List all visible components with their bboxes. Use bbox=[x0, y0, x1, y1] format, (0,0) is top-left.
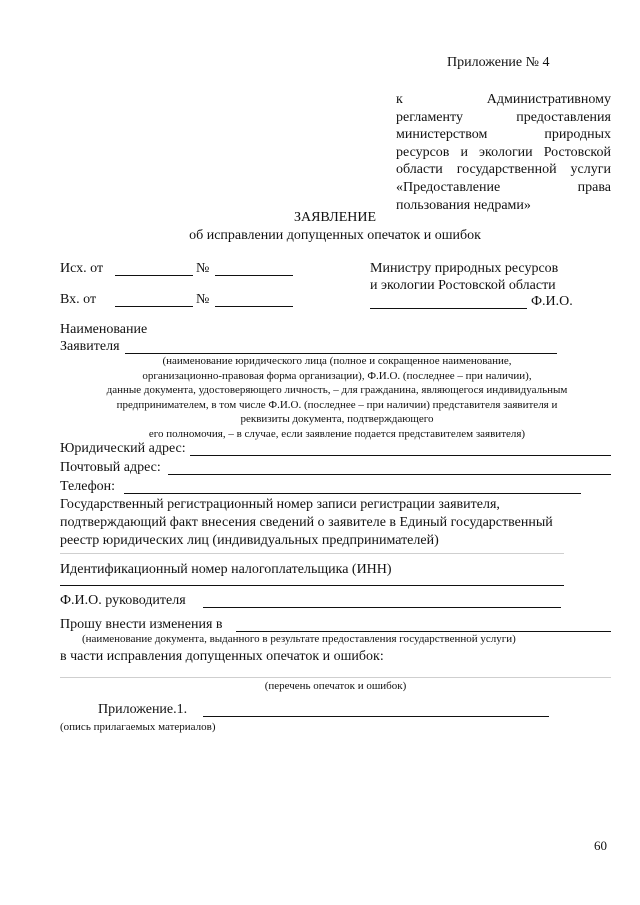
addressee-line: Министру природных ресурсов bbox=[370, 261, 559, 276]
legal-address-line bbox=[190, 455, 611, 456]
appendix-ref-line: к Административному bbox=[396, 92, 611, 107]
applicant-hint-line: предпринимателем, в том числе Ф.И.О. (последнее – при наличии) представителя заявителя и bbox=[116, 398, 558, 411]
request-document-line bbox=[236, 631, 611, 632]
attachment-label: Приложение.1. bbox=[98, 702, 188, 717]
request-label: Прошу внести изменения в bbox=[60, 617, 223, 632]
phone-line bbox=[124, 493, 581, 494]
applicant-label: Наименование bbox=[60, 322, 148, 337]
applicant-hint-line: организационно-правовая форма организации), Ф.И.О. (последнее – при наличии), bbox=[142, 369, 532, 382]
appendix-ref-line: пользования недрами» bbox=[396, 197, 531, 213]
incoming-label: Вх. от bbox=[60, 292, 97, 307]
postal-address-label: Почтовый адрес: bbox=[60, 460, 161, 475]
registry-line: Государственный регистрационный номер записи регистрации заявителя, bbox=[60, 497, 500, 512]
errors-list-hint: (перечень опечаток и ошибок) bbox=[264, 680, 407, 692]
attachment-line bbox=[203, 716, 549, 717]
applicant-hint-line: реквизиты документа, подтверждающего bbox=[240, 413, 434, 426]
registry-line: реестр юридических лиц (индивидуальных предпринимателей) bbox=[60, 533, 439, 548]
addressee-line: и экологии Ростовской области bbox=[370, 278, 556, 293]
applicant-hint bbox=[40, 354, 634, 442]
legal-address-label: Юридический адрес: bbox=[60, 441, 186, 456]
attachment-hint: (опись прилагаемых материалов) bbox=[60, 721, 216, 733]
director-name-line bbox=[203, 607, 561, 608]
applicant-label: Заявителя bbox=[60, 339, 120, 354]
appendix-ref-line: «Предоставление права bbox=[396, 179, 611, 195]
applicant-hint-line: данные документа, удостоверяющего личность, – для гражданина, являющегося индивидуальным bbox=[106, 384, 568, 397]
appendix-reference bbox=[396, 91, 611, 214]
phone-label: Телефон: bbox=[60, 479, 116, 494]
incoming-number-sign: № bbox=[196, 292, 210, 307]
registry-line: подтверждающий факт внесения сведений о заявителе в Единый государственный bbox=[60, 515, 553, 530]
page-number: 60 bbox=[594, 838, 607, 853]
applicant-hint-line: его полномочия, – в случае, если заявление подается представителем заявителя) bbox=[148, 427, 526, 440]
postal-address-line bbox=[168, 474, 611, 475]
appendix-ref-line: регламенту предоставления bbox=[396, 109, 611, 125]
addressee-fio-label: Ф.И.О. bbox=[531, 294, 573, 309]
registry-number-line bbox=[60, 553, 564, 554]
outgoing-label: Исх. от bbox=[60, 261, 104, 276]
outgoing-number-line bbox=[215, 275, 293, 276]
incoming-date-line bbox=[115, 306, 193, 307]
inn-label: Идентификационный номер налогоплательщика (ИНН) bbox=[60, 562, 392, 577]
addressee-name-line bbox=[370, 308, 527, 309]
document-subtitle: об исправлении допущенных опечаток и ошибок bbox=[189, 228, 481, 243]
registry-text bbox=[60, 496, 553, 550]
applicant-hint-line: (наименование юридического лица (полное и сокращенное наименование, bbox=[162, 355, 512, 367]
outgoing-number-sign: № bbox=[196, 261, 210, 276]
incoming-number-line bbox=[215, 306, 293, 307]
request-continuation: в части исправления допущенных опечаток и ошибок: bbox=[60, 649, 384, 664]
appendix-ref-line: ресурсов и экологии Ростовской bbox=[396, 144, 611, 160]
errors-list-line bbox=[60, 677, 611, 678]
document-title: ЗАЯВЛЕНИЕ bbox=[293, 210, 377, 225]
inn-line bbox=[60, 585, 564, 586]
request-document-hint: (наименование документа, выданного в результате предоставления государственной услуги) bbox=[82, 633, 516, 645]
appendix-title: Приложение № 4 bbox=[447, 55, 550, 70]
appendix-ref-line: министерством природных bbox=[396, 127, 611, 143]
appendix-ref-line: области государственной услуги bbox=[396, 162, 611, 178]
outgoing-date-line bbox=[115, 275, 193, 276]
director-label: Ф.И.О. руководителя bbox=[60, 593, 186, 608]
